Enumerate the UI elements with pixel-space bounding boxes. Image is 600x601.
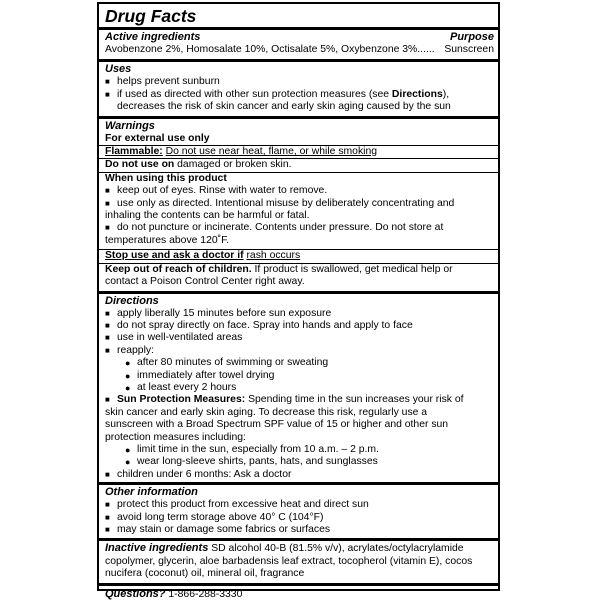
stop-use-section <box>99 249 498 262</box>
directions-item <box>105 332 494 344</box>
keep-out-section <box>99 263 498 291</box>
inactive-line <box>105 542 494 555</box>
bullet-square-icon: ■ <box>105 320 110 330</box>
other-information-section <box>99 482 498 538</box>
stop-use-label: Stop use and ask a doctor if <box>105 250 244 262</box>
keep-out-text-continuation: contact a Poison Control Center right away. <box>105 276 305 288</box>
warning-item-text: keep out of eyes. Rinse with water to remove. <box>117 185 328 197</box>
reapply-item-text: after 80 minutes of swimming or sweating <box>137 357 329 369</box>
directions-item <box>105 469 494 481</box>
bullet-square-icon: ■ <box>105 308 110 318</box>
sun-protection-text <box>117 394 494 406</box>
when-using-section <box>99 172 498 249</box>
warning-item-continuation: temperatures above 120˚F. <box>105 234 230 246</box>
keep-out-label: Keep out of reach of children. <box>105 263 252 275</box>
directions-item-text: children under 6 months: Ask a doctor <box>117 468 292 480</box>
sun-protection-item <box>105 394 494 406</box>
stop-use-line <box>105 250 494 262</box>
other-item-text: protect this product from excessive heat and direct sun <box>117 499 369 511</box>
bullet-square-icon: ■ <box>105 89 110 99</box>
bullet-square-icon: ■ <box>105 395 110 405</box>
other-item-text: avoid long term storage above 40° C (104°F) <box>117 511 324 523</box>
inactive-ingredients-continuation: nucifera (coconut) oil, mineral oil, fragrance <box>105 568 305 580</box>
sun-protection-continuation: protection measures including: <box>105 431 246 443</box>
bullet-round-icon: ● <box>125 444 131 455</box>
uses-item <box>105 76 494 88</box>
warning-item-text: use only as directed. Intentional misuse by deliberately concentrating and <box>117 197 455 209</box>
warning-item-text: do not puncture or incinerate. Contents under pressure. Do not store at <box>117 222 444 234</box>
bullet-square-icon: ■ <box>105 333 110 343</box>
other-information-heading: Other information <box>105 486 198 499</box>
warnings-heading: Warnings <box>105 119 155 132</box>
sun-protection-continuation: sunscreen with a Broad Spectrum SPF value of 15 or higher and other sun <box>105 419 449 431</box>
sun-protection-continuation: skin cancer and early skin aging. To decrease this risk, regularly use a <box>105 406 428 418</box>
page-title: Drug Facts <box>105 6 197 26</box>
uses-item-text: helps prevent sunburn <box>117 76 220 88</box>
do-not-use-text: damaged or broken skin. <box>177 159 292 171</box>
reapply-item-text: immediately after towel drying <box>137 369 275 381</box>
inactive-ingredients-section <box>99 538 498 582</box>
questions-heading: Questions? <box>105 587 166 600</box>
stop-use-text: rash occurs <box>246 250 301 262</box>
active-ingredients-row <box>105 44 494 56</box>
inactive-ingredients-continuation: copolymer, glycerin, aloe barbadensis leaf extract, tocopherol (vitamin E), cocos <box>105 555 473 567</box>
bullet-square-icon: ■ <box>105 345 110 355</box>
bullet-square-icon: ■ <box>105 198 110 208</box>
inactive-ingredients-heading: Inactive ingredients <box>105 542 209 555</box>
warning-item-continuation: inhaling the contents can be harmful or fatal. <box>105 210 310 222</box>
reapply-item <box>105 370 494 382</box>
other-item <box>105 512 494 524</box>
uses-item-punct: ), <box>442 88 450 100</box>
bullet-square-icon: ■ <box>105 469 110 479</box>
directions-item <box>105 320 494 332</box>
active-ingredients-section <box>99 27 498 59</box>
do-not-use-line <box>105 159 494 171</box>
active-ingredients-heading: Active ingredients <box>105 31 201 43</box>
warning-item <box>105 185 494 197</box>
bullet-square-icon: ■ <box>105 525 110 534</box>
measure-item-text: limit time in the sun, especially from 10 a.m. – 2 p.m. <box>137 443 379 455</box>
directions-item <box>105 308 494 320</box>
bullet-square-icon: ■ <box>105 512 110 522</box>
bullet-square-icon: ■ <box>105 500 110 510</box>
reapply-item-text: at least every 2 hours <box>137 381 237 393</box>
other-item <box>105 524 494 536</box>
when-using-heading: When using this product <box>105 172 227 184</box>
reapply-item <box>105 382 494 394</box>
drug-facts-panel <box>97 2 500 600</box>
do-not-use-section <box>99 158 498 171</box>
directions-section <box>99 291 498 483</box>
bullet-round-icon: ● <box>125 382 131 393</box>
questions-section <box>99 583 498 601</box>
directions-heading: Directions <box>105 294 159 307</box>
directions-item-text: apply liberally 15 minutes before sun exposure <box>117 307 332 319</box>
flammable-label: Flammable: <box>105 146 163 158</box>
active-ingredients-list: Avobenzone 2%, Homosalate 10%, Octisalate 5%, Oxybenzone 3%...... <box>105 44 435 55</box>
questions-line <box>105 588 494 601</box>
warning-item <box>105 222 494 234</box>
measure-item-text: wear long-sleeve shirts, pants, hats, and sunglasses <box>137 456 378 468</box>
uses-item-text-part: if used as directed with other sun protection measures (see <box>117 88 390 100</box>
bullet-round-icon: ● <box>125 358 131 369</box>
bullet-square-icon: ■ <box>105 77 110 87</box>
directions-item-text: use in well-ventilated areas <box>117 332 243 344</box>
bullet-square-icon: ■ <box>105 186 110 196</box>
uses-item-continuation: decreases the risk of skin cancer and early skin aging caused by the sun <box>117 101 451 113</box>
uses-item-text <box>117 89 494 101</box>
purpose-value: Sunscreen <box>444 44 494 55</box>
keep-out-text: If product is swallowed, get medical help or <box>254 263 453 275</box>
title-section <box>99 4 498 27</box>
directions-item-text: do not spray directly on face. Spray into hands and apply to face <box>117 319 413 331</box>
flammable-text: Do not use near heat, flame, or while smoking <box>165 146 378 158</box>
bullet-square-icon: ■ <box>105 223 110 233</box>
reapply-item <box>105 357 494 369</box>
uses-item <box>105 89 494 101</box>
directions-item <box>105 345 494 357</box>
warnings-section <box>99 116 498 145</box>
directions-item-text: reapply: <box>117 344 154 356</box>
external-use-label: For external use only <box>105 132 210 144</box>
other-item <box>105 499 494 511</box>
other-item-text: may stain or damage some fabrics or surfaces <box>117 524 331 535</box>
uses-section <box>99 59 498 115</box>
purpose-heading: Purpose <box>449 31 494 43</box>
flammable-section <box>99 145 498 158</box>
bullet-round-icon: ● <box>125 457 131 468</box>
questions-phone: 1-866-288-3330 <box>168 588 243 600</box>
measure-item <box>105 456 494 468</box>
warning-item <box>105 198 494 210</box>
inactive-ingredients-text: SD alcohol 40-B (81.5% v/v), acrylates/octylacrylamide <box>211 543 464 555</box>
flammable-line <box>105 146 494 158</box>
bullet-round-icon: ● <box>125 370 131 381</box>
measure-item <box>105 444 494 456</box>
active-heading-row <box>105 31 494 44</box>
sun-protection-lead: Spending time in the sun increases your risk of <box>248 394 464 406</box>
keep-out-line <box>105 264 494 276</box>
uses-heading: Uses <box>105 63 132 76</box>
sun-protection-label: Sun Protection Measures: <box>117 394 246 406</box>
do-not-use-label: Do not use on <box>105 159 175 171</box>
directions-reference: Directions <box>391 88 443 100</box>
